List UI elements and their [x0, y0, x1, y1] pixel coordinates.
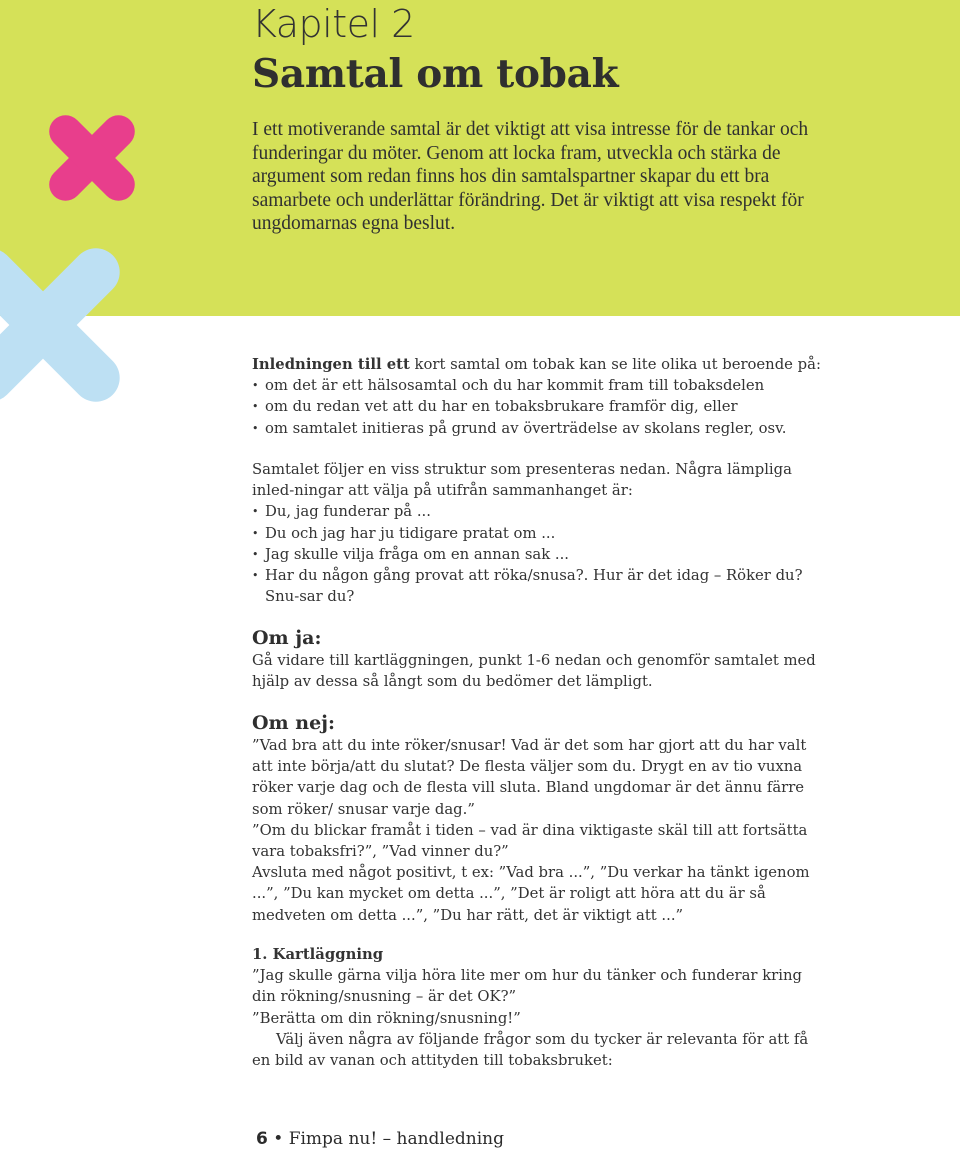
blue-cross-icon: [0, 240, 128, 410]
pink-cross-icon: [44, 110, 140, 206]
lead-rest: kort samtal om tobak kan se lite olika ut beroende på:: [409, 356, 821, 373]
openings-paragraph: Samtalet följer en viss struktur som presenteras nedan. Några lämpliga inled-ningar att välja på utifrån sammanhanget är:: [252, 461, 792, 500]
om-nej-p3: Avsluta med något positivt, t ex: ”Vad bra ...”, ”Du verkar ha tänkt igenom ...”, ”Du kan mycket om detta ...”, ”Det är roligt att höra att du är så medveten om detta ...”, ”Du har rätt, det är viktigt att ...”: [252, 864, 810, 924]
lead-bold: Inledningen till ett: [252, 356, 410, 373]
list-item: • Jag skulle vilja fråga om en annan sak ...: [252, 544, 830, 565]
chapter-label: Kapitel 2: [252, 2, 415, 46]
list-item: • Du och jag har ju tidigare pratat om ...: [252, 523, 830, 544]
openings-list: [252, 501, 830, 607]
page-number: 6: [256, 1129, 268, 1149]
om-ja-heading: Om ja:: [252, 627, 322, 649]
footer-text: Fimpa nu! – handledning: [288, 1129, 505, 1149]
context-list: [252, 375, 830, 439]
om-nej-heading: Om nej:: [252, 712, 336, 734]
section-kartlaggning: [252, 944, 830, 1071]
intro-paragraph: I ett motiverande samtal är det viktigt att visa intresse för de tankar och funderingar du möter. Genom att locka fram, utveckla och stärka de argument som redan finns hos din samtalspartner skapar du ett bra samarbete och underlättar förändring. Det är viktigt att visa respekt för ungdomarnas egna beslut.: [252, 119, 809, 235]
footer-separator: •: [273, 1129, 284, 1149]
kartlaggning-p1: ”Jag skulle gärna vilja höra lite mer om hur du tänker och funderar kring din rökning/snusning – är det OK?”: [252, 967, 802, 1006]
kartlaggning-heading: 1. Kartläggning: [252, 946, 384, 963]
section-om-nej: [252, 711, 830, 926]
list-item: • om samtalet initieras på grund av överträdelse av skolans regler, osv.: [252, 418, 830, 439]
page-footer: [256, 1128, 504, 1150]
om-nej-p1: ”Vad bra att du inte röker/snusar! Vad är det som har gjort att du har valt att inte börja/att du slutat? De flesta väljer som du. Drygt en av tio vuxna röker varje dag och de flesta vill sluta. Bland ungdomar är det ännu färre som röker/ snusar varje dag.”: [252, 737, 807, 818]
list-item: • Har du någon gång provat att röka/snusa?. Hur är det idag – Röker du? Snu-sar du?: [252, 565, 830, 607]
kartlaggning-p3: Välj även några av följande frågor som du tycker är relevanta för att få en bild av vanan och attityden till tobaksbruket:: [252, 1030, 809, 1070]
om-ja-text: Gå vidare till kartläggningen, punkt 1-6 nedan och genomför samtalet med hjälp av dessa så långt som du bedömer det lämpligt.: [252, 652, 816, 691]
om-nej-p2: ”Om du blickar framåt i tiden – vad är dina viktigaste skäl till att fortsätta vara tobaksfri?”, ”Vad vinner du?”: [252, 821, 808, 861]
list-item: • om du redan vet att du har en tobaksbrukare framför dig, eller: [252, 396, 830, 417]
kartlaggning-p2: ”Berätta om din rökning/snusning!”: [252, 1009, 521, 1027]
section-intro: [252, 354, 830, 439]
section-openings: [252, 459, 830, 607]
list-item: • Du, jag funderar på ...: [252, 501, 830, 522]
section-om-ja: [252, 626, 830, 692]
list-item: • om det är ett hälsosamtal och du har kommit fram till tobaksdelen: [252, 375, 830, 396]
page-title: Samtal om tobak: [252, 51, 619, 97]
lead-paragraph: [252, 354, 830, 375]
